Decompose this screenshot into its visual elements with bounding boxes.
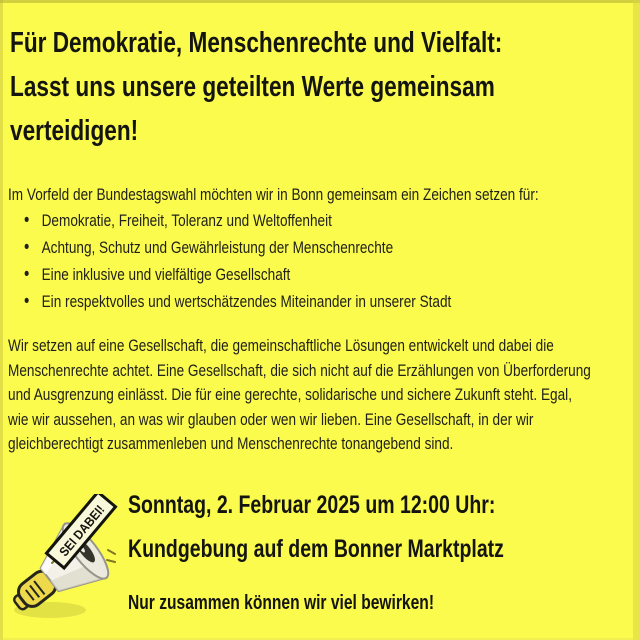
bullet-item-2: • Achtung, Schutz und Gewährleistung der Menschenrechte (8, 234, 451, 261)
event-location: Kundgebung auf dem Bonner Marktplatz (128, 535, 504, 563)
megaphone-icon (8, 494, 120, 626)
bullet-item-3: • Eine inklusive und vielfältige Gesellschaft (8, 261, 451, 288)
headline-line-1: Für Demokratie, Menschenrechte und Vielfalt: (10, 27, 503, 59)
headline (10, 21, 502, 153)
event-details (128, 483, 504, 571)
photo-edge-right (633, 0, 640, 640)
paragraph-line-3: und Ausgrenzung einlässt. Die für eine gerechte, solidarische und sichere Zukunft steht. Egal, (8, 385, 572, 404)
ribbon-label: SEI DABEI! (56, 496, 113, 560)
body-paragraph (8, 334, 591, 457)
paragraph-line-1: Wir setzen auf eine Gesellschaft, die gemeinschaftliche Lösungen entwickelt und dabei die (8, 336, 554, 355)
photo-edge-top (0, 0, 640, 3)
headline-line-2: Lasst uns unsere geteilten Werte gemeinsam (10, 71, 495, 103)
photo-edge-left (0, 0, 3, 640)
bullet-item-1: • Demokratie, Freiheit, Toleranz und Weltoffenheit (8, 207, 451, 234)
event-datetime: Sonntag, 2. Februar 2025 um 12:00 Uhr: (128, 491, 496, 519)
intro-text: Im Vorfeld der Bundestagswahl möchten wir in Bonn gemeinsam ein Zeichen setzen für: (8, 185, 539, 204)
slogan: Nur zusammen können wir viel bewirken! (128, 592, 435, 614)
bullet-list (8, 207, 451, 315)
paragraph-line-2: Menschenrechte achtet. Eine Gesellschaft, die sich nicht auf die Erzählungen von Überforderung (8, 360, 591, 380)
paragraph-line-5: gleichberechtigt zusammenleben und Menschenrechte tonangebend sind. (8, 434, 454, 453)
headline-line-3: verteidigen! (10, 115, 139, 147)
bullet-item-4: • Ein respektvolles und wertschätzendes Miteinander in unserer Stadt (8, 288, 451, 315)
paragraph-line-4: wie wir aussehen, an was wir glauben oder wen wir lieben. Eine Gesellschaft, in der wir (8, 409, 534, 429)
